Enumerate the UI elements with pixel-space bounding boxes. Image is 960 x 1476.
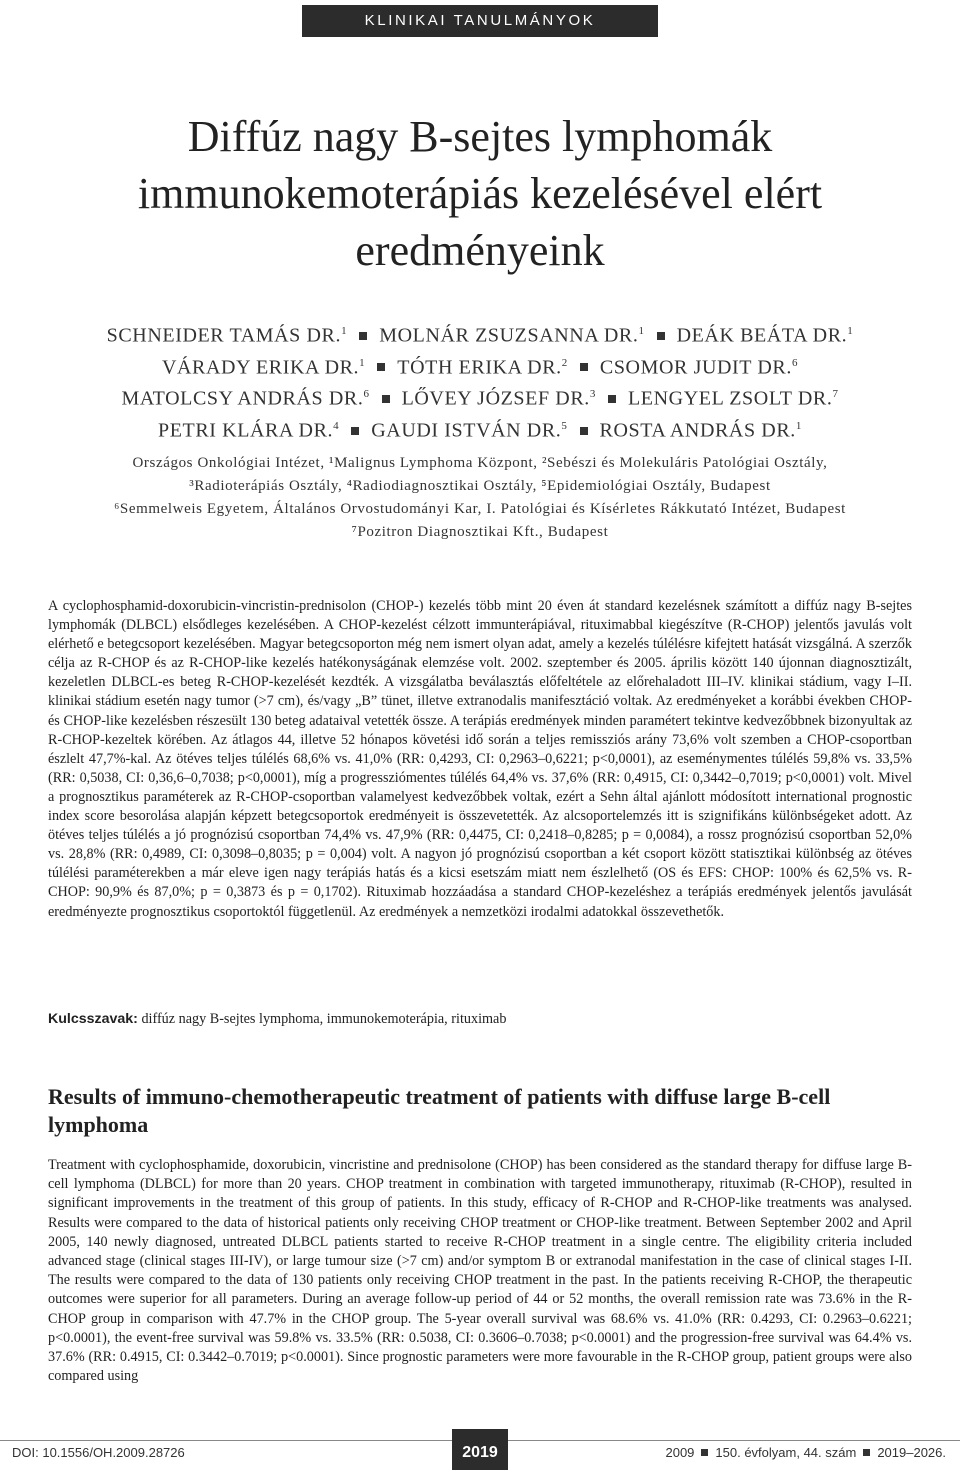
title-line: eredményeink: [355, 226, 605, 275]
author-name: MATOLCSY ANDRÁS DR.: [121, 387, 364, 410]
author-affiliation-ref: 4: [333, 419, 340, 432]
affiliation-line: ³Radioterápiás Osztály, ⁴Radiodiagnosztikai Osztály, ⁵Epidemiológiai Osztály, Budapest: [189, 478, 771, 494]
abstract-hungarian: A cyclophosphamid-doxorubicin-vincristin-prednisolon (CHOP-) kezelés több mint 20 éven át standard kezelésnek számított a diffúz nagy B-sejtes lymphomák (DLBCL) elsődleges kezelésében. A CHOP-kezelést célzott immunterápiával, rituximabbal kiegészítve (R-CHOP) jelentős javulás volt elérhető e betegcsoport kezelésében. Magyar betegcsoporton még nem ismert olyan adat, amely a kezelés túlélésre kifejtett hatását vizsgálná. A szerzők célja az R-CHOP és az R-CHOP-like kezelés hatékonyságának elemzése volt. 2002. szeptember és 2005. április között 140 újonnan diagnosztizált, kezeletlen DLBCL-es beteg R-CHOP-kezelését kezdték. A vizsgálatba beválasztás előfeltétele az előrehaladott III–IV. klinikai stádium, vagy I–II. klinikai stádium esetén nagy tumor (>7 cm), és/vagy „B” tünet, illetve extranodalis manifesztáció voltak. Az eredményeket a korábbi években CHOP- és CHOP-like kezelésben részesült 130 beteg adataival vetették össze. A terápiás eredmények minden paramétert tekintve kedvezőbbnek bizonyultak az R-CHOP-kezeltek körében. Az átlagos 44, illetve 52 hónapos követési idő során a teljes remissziós arány 73,6% volt szemben a CHOP-csoportban észlelt 47,7%-kal. Az ötéves teljes túlélés 68,6% vs. 41,0% (RR: 0,4293, CI: 0,2963–0,6221; p<0,0001), az eseménymentes túlélés 59,8% vs. 33,5% (RR: 0,5038, CI: 0,36,6–0,7038; p<0,0001), míg a progressziómentes túlélés 64,4% vs. 37,6% (RR: 0,4915, CI: 0,3442–0,7019; p<0,0001) volt. Mivel a prognosztikus paraméterek az R-CHOP-csoportban valamelyest kedvezőbbek voltak, ezért a Sehn által ajánlott módosított international prognostic index score besorolása alapján képzett betegcsoportok eredményeit is összevetették. Az alcsoportelemzés itt is szignifikáns különbségeket adott. Az ötéves teljes túlélés a jó prognózisú csoportban 74,4% vs. 47,9% (RR: 0,4475, CI: 0,2418–0,8285; p = 0,0084), a rossz prognózisú csoportban 52,0% vs. 28,8% (RR: 0,4989, CI: 0,3098–0,8035; p = 0,004) volt. A nagyon jó prognózisú csoportban a két csoport között statisztikai különbség az ötéves túlélési paraméterekben a már eleve igen nagy terápiás hatás és a kicsi esetszám miatt nem észlelhető (OS és EFS: CHOP: 100% és 62,5% vs. R-CHOP: 90,9% és 87,0%; p = 0,3873 és p = 0,1702). Rituximab hozzáadása a standard CHOP-kezeléshez a terápiás eredmények jelentős javulását eredményezte prognosztikus csoportoktól függetlenül. Az eredmények a nemzetközi irodalmi adatokkal összevethetők.: [48, 598, 912, 920]
separator-square-icon: [657, 332, 665, 340]
doi-link[interactable]: DOI: 10.1556/OH.2009.28726: [12, 1445, 185, 1460]
issue-pages: 2019–2026.: [877, 1445, 946, 1460]
separator-square-icon: [580, 427, 588, 435]
separator-square-icon: [701, 1449, 708, 1456]
author-name: CSOMOR JUDIT DR.: [599, 356, 792, 379]
separator-square-icon: [580, 363, 588, 371]
author-affiliation-ref: 2: [561, 356, 568, 369]
author-name: ROSTA ANDRÁS DR.: [599, 419, 796, 442]
issue-year: 2009: [665, 1445, 695, 1460]
keywords-label: Kulcsszavak:: [48, 1011, 138, 1027]
author-name: LENGYEL ZSOLT DR.: [627, 387, 833, 410]
author-affiliation-ref: 3: [589, 388, 596, 401]
title-line: Diffúz nagy B-sejtes lymphomák: [187, 112, 773, 161]
author-affiliation-ref: 1: [341, 325, 348, 337]
separator-square-icon: [382, 395, 390, 403]
author-name: TÓTH ERIKA DR.: [397, 356, 562, 379]
issue-volume: 150. évfolyam, 44. szám: [715, 1445, 857, 1460]
affiliations: [40, 452, 920, 544]
author-affiliation-ref: 1: [847, 325, 854, 337]
author-affiliation-ref: 1: [638, 325, 645, 337]
author-name: MOLNÁR ZSUZSANNA DR.: [379, 324, 639, 347]
author-name: PETRI KLÁRA DR.: [158, 419, 334, 442]
separator-square-icon: [351, 427, 359, 435]
issue-info: [665, 1445, 946, 1460]
author-name: DEÁK BEÁTA DR.: [676, 324, 848, 347]
author-line: [40, 318, 920, 350]
author-name: LŐVEY JÓZSEF DR.: [401, 387, 590, 410]
author-affiliation-ref: 7: [832, 388, 839, 401]
author-affiliation-ref: 5: [561, 419, 568, 432]
page-footer: [0, 1429, 960, 1470]
abstract-english: Treatment with cyclophosphamide, doxorubicin, vincristine and prednisolone (CHOP) has been considered as the standard therapy for diffuse large B-cell lymphoma (DLBCL) for more than 20 years. CHOP treatment in combination with targeted immunotherapy, rituximab (R-CHOP), resulted in significant improvements in the treatment of this group of patients. In this study, efficacy of R-CHOP and R-CHOP-like treatments was analysed. Results were compared to the data of historical patients only receiving CHOP treatment or CHOP-like treatment. Between September 2002 and April 2005, 140 newly diagnosed, untreated DLBCL patients started to receive R-CHOP treatment in a single centre. The eligibility criteria included advanced stage (clinical stages III-IV), or large tumour size (>7 cm) and/or symptom B or extranodal manifestation in the case of clinical stages I-II. The results were compared to the data of 130 patients only receiving CHOP treatment in the past. In the patients receiving R-CHOP, the therapeutic outcomes were superior for all parameters. During an average follow-up period of 44 or 52 months, the overall remission rate was 73.6% in the R-CHOP group in comparison with 47.7% in the CHOP group. The 5-year overall survival was 68.6% vs. 41.0% (RR: 0.4293, CI: 0.2963–0.6221; p<0.0001), the event-free survival was 59.8% vs. 33.5% (RR: 0.5038, CI: 0.3606–0.7038; p<0.0001) and the progression-free survival was 64.4% vs. 37.6% (RR: 0.4915, CI: 0.3442–0.7019; p<0.0001). Since prognostic parameters were more favourable in the R-CHOP group, patient groups were also compared using: [48, 1157, 912, 1385]
separator-square-icon: [608, 395, 616, 403]
author-line: [40, 350, 920, 382]
author-affiliation-ref: 6: [363, 388, 370, 401]
article-title: [40, 108, 920, 279]
section-label: KLINIKAI TANULMÁNYOK: [302, 5, 658, 37]
author-name: VÁRADY ERIKA DR.: [161, 356, 360, 379]
keywords: [48, 1010, 912, 1029]
affiliation-line: Országos Onkológiai Intézet, ¹Malignus Lymphoma Központ, ²Sebészi és Molekuláris Patológiai Osztály,: [132, 455, 828, 471]
page-number: 2019: [452, 1429, 508, 1470]
separator-square-icon: [377, 363, 385, 371]
author-list: [40, 318, 920, 445]
affiliation-line: ⁷Pozitron Diagnosztikai Kft., Budapest: [351, 524, 609, 540]
author-name: SCHNEIDER TAMÁS DR.: [106, 324, 342, 347]
author-affiliation-ref: 1: [795, 419, 802, 432]
author-name: GAUDI ISTVÁN DR.: [371, 419, 562, 442]
author-line: [40, 413, 920, 445]
author-line: [40, 381, 920, 413]
author-affiliation-ref: 1: [359, 356, 366, 369]
author-affiliation-ref: 6: [791, 356, 799, 369]
affiliation-line: ⁶Semmelweis Egyetem, Általános Orvostudományi Kar, I. Patológiai és Kísérletes Rákkutató Intézet, Budapest: [114, 501, 846, 517]
separator-square-icon: [359, 332, 367, 340]
english-title: Results of immuno-chemotherapeutic treatment of patients with diffuse large B-cell lymphoma: [48, 1084, 831, 1137]
keywords-text: diffúz nagy B-sejtes lymphoma, immunokemoterápia, rituximab: [137, 1011, 507, 1027]
title-line: immunokemoterápiás kezelésével elért: [137, 169, 823, 218]
separator-square-icon: [863, 1449, 870, 1456]
